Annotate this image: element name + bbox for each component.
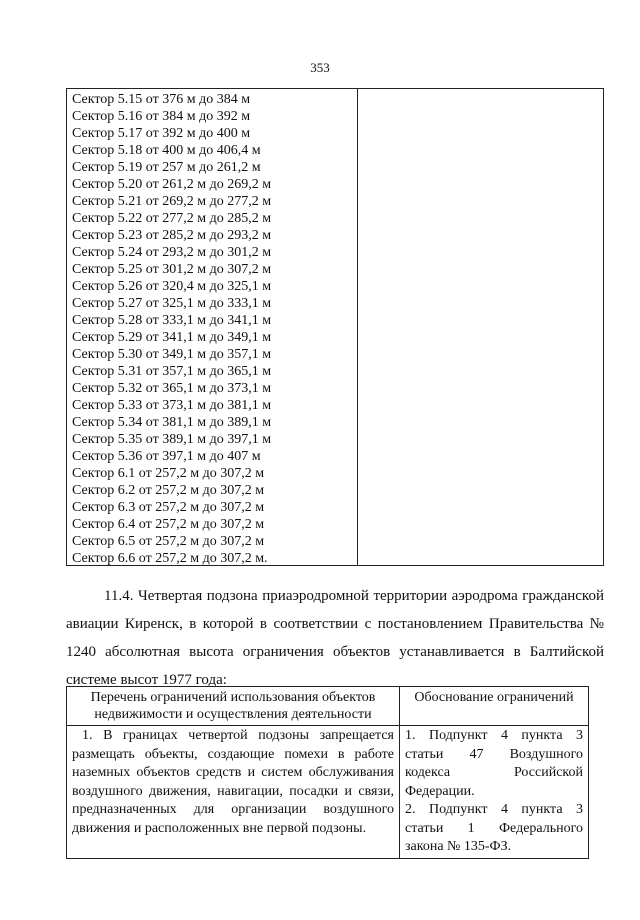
sector-line: Сектор 5.20 от 261,2 м до 269,2 м [72, 177, 272, 192]
restrictions-table [66, 686, 589, 859]
sector-line: Сектор 6.4 от 257,2 м до 307,2 м [72, 517, 265, 532]
basis-item-1: 1. Подпункт 4 пункта 3 статьи 47 Воздушного кодекса Российской Федерации. [405, 728, 583, 799]
sector-line: Сектор 6.2 от 257,2 м до 307,2 м [72, 483, 265, 498]
restrictions-header-row [67, 687, 589, 726]
sector-line: Сектор 5.31 от 357,1 м до 365,1 м [72, 364, 272, 379]
sector-line: Сектор 5.26 от 320,4 м до 325,1 м [72, 279, 272, 294]
sector-empty-column [358, 89, 603, 565]
subzone-paragraph: 11.4. Четвертая подзона приаэродромной территории аэродрома гражданской авиации Киренск, в которой в соответствии с постановлением Правительства № 1240 абсолютная высота ограничения объектов устанавливается в Балтийской системе высот 1977 года: [66, 588, 604, 688]
sector-line: Сектор 5.15 от 376 м до 384 м [72, 92, 251, 107]
sector-line: Сектор 5.27 от 325,1 м до 333,1 м [72, 296, 272, 311]
sector-line: Сектор 5.18 от 400 м до 406,4 м [72, 143, 261, 158]
page-number: 353 [310, 60, 330, 75]
sector-line: Сектор 5.36 от 397,1 м до 407 м [72, 449, 261, 464]
sector-line: Сектор 5.29 от 341,1 м до 349,1 м [72, 330, 272, 345]
sector-line: Сектор 5.22 от 277,2 м до 285,2 м [72, 211, 272, 226]
sector-line: Сектор 5.16 от 384 м до 392 м [72, 109, 251, 124]
sector-line: Сектор 5.34 от 381,1 м до 389,1 м [72, 415, 272, 430]
sector-line: Сектор 5.25 от 301,2 м до 307,2 м [72, 262, 272, 277]
restrictions-header-right: Обоснование ограничений [400, 687, 589, 726]
sector-line: Сектор 5.21 от 269,2 м до 277,2 м [72, 194, 272, 209]
sector-line: Сектор 5.19 от 257 м до 261,2 м [72, 160, 261, 175]
sector-line: Сектор 6.5 от 257,2 м до 307,2 м [72, 534, 265, 549]
restrictions-row [67, 726, 589, 859]
sector-line: Сектор 5.32 от 365,1 м до 373,1 м [72, 381, 272, 396]
sector-table [66, 88, 604, 566]
sector-line: Сектор 6.1 от 257,2 м до 307,2 м [72, 466, 265, 481]
sector-line: Сектор 5.33 от 373,1 м до 381,1 м [72, 398, 272, 413]
sector-line: Сектор 5.17 от 392 м до 400 м [72, 126, 251, 141]
sector-line: Сектор 5.24 от 293,2 м до 301,2 м [72, 245, 272, 260]
sector-line: Сектор 5.30 от 349,1 м до 357,1 м [72, 347, 272, 362]
basis-item-2: 2. Подпункт 4 пункта 3 статьи 1 Федерального закона № 135-ФЗ. [405, 802, 583, 854]
sector-line: Сектор 6.3 от 257,2 м до 307,2 м [72, 500, 265, 515]
sector-line: Сектор 5.35 от 389,1 м до 397,1 м [72, 432, 272, 447]
sector-line: Сектор 5.28 от 333,1 м до 341,1 м [72, 313, 272, 328]
sector-line: Сектор 5.23 от 285,2 м до 293,2 м [72, 228, 272, 243]
sector-list [67, 89, 358, 565]
restriction-text: 1. В границах четвертой подзоны запрещается размещать объекты, создающие помехи в работе наземных объектов средств и систем обслуживания воздушного движения, навигации, посадки и связи, предназначенных для организации воздушного движения и расположенных вне первой подзоны. [67, 726, 400, 859]
restriction-basis [400, 726, 589, 859]
sector-line: Сектор 6.6 от 257,2 м до 307,2 м. [72, 551, 268, 566]
restrictions-header-left: Перечень ограничений использования объектов недвижимости и осуществления деятельности [67, 687, 400, 726]
